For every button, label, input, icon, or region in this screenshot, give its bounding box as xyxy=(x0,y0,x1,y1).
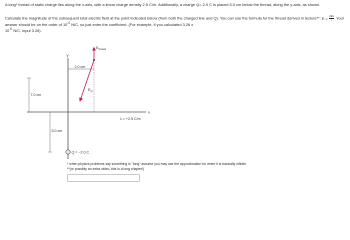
x-axis-label: x xyxy=(148,109,150,115)
problem-intro: A long* thread of static charge lies along the x-axis, with a linear charge density 2.5 C/m. Additionally, a charge Q=-2.0 C is placed 5.0 cm below the thread, along the y-axis, as shown. xyxy=(5,2,321,7)
formula-lhs: E = xyxy=(321,15,328,21)
charge-q-marker xyxy=(66,150,70,154)
e-thread-symbol: E xyxy=(96,46,99,50)
e-q-subscript: Q xyxy=(90,89,93,93)
dist-bottom-label: 5.0 cm xyxy=(51,129,63,133)
footnote-lecture: **(or possibly an extra video, this is a long chapter!) xyxy=(67,167,145,171)
formula-numerator: 2kλ xyxy=(329,14,334,18)
y-axis-label: y xyxy=(66,52,69,58)
dist-left-label: 7.0 cm xyxy=(30,93,42,97)
formula xyxy=(322,16,334,21)
physics-diagram xyxy=(0,44,350,162)
dist-top-label: 2.0 cm xyxy=(74,65,86,69)
problem-instructions xyxy=(5,15,345,33)
charge-q-label: Q = −2.0 C xyxy=(71,150,90,155)
answer-input[interactable] xyxy=(67,174,140,182)
instructions-end: N/C, input 3.26). xyxy=(12,27,42,33)
instructions-text: Calculate the magnitude of the subsequent total electric field at the point indicated below (from both the charged line and Q). You can use the formula for the thread derived in lecture**: xyxy=(5,15,321,21)
e-thread-subscript: thread xyxy=(98,47,106,51)
exponent: 11 xyxy=(67,21,71,26)
instructions-after: N/C, so just enter the coefficient. (For example, if you calculated 3.26 x xyxy=(70,22,194,28)
lambda-label: λ = +2.5 C/m xyxy=(120,117,141,121)
e-thread-label xyxy=(96,46,106,51)
e-q-symbol: E xyxy=(88,88,91,92)
instructions-mid: . Your answer should be on the order of 10 xyxy=(5,15,345,28)
example-exponent: 11 xyxy=(9,26,13,31)
e-q-label xyxy=(88,88,93,93)
example-base: 10 xyxy=(5,27,10,33)
formula-denominator: r xyxy=(331,18,333,23)
footnote-long: * when physics problems say something is "long" assume you may use the approximation for when it is basically infinite. xyxy=(67,162,247,166)
